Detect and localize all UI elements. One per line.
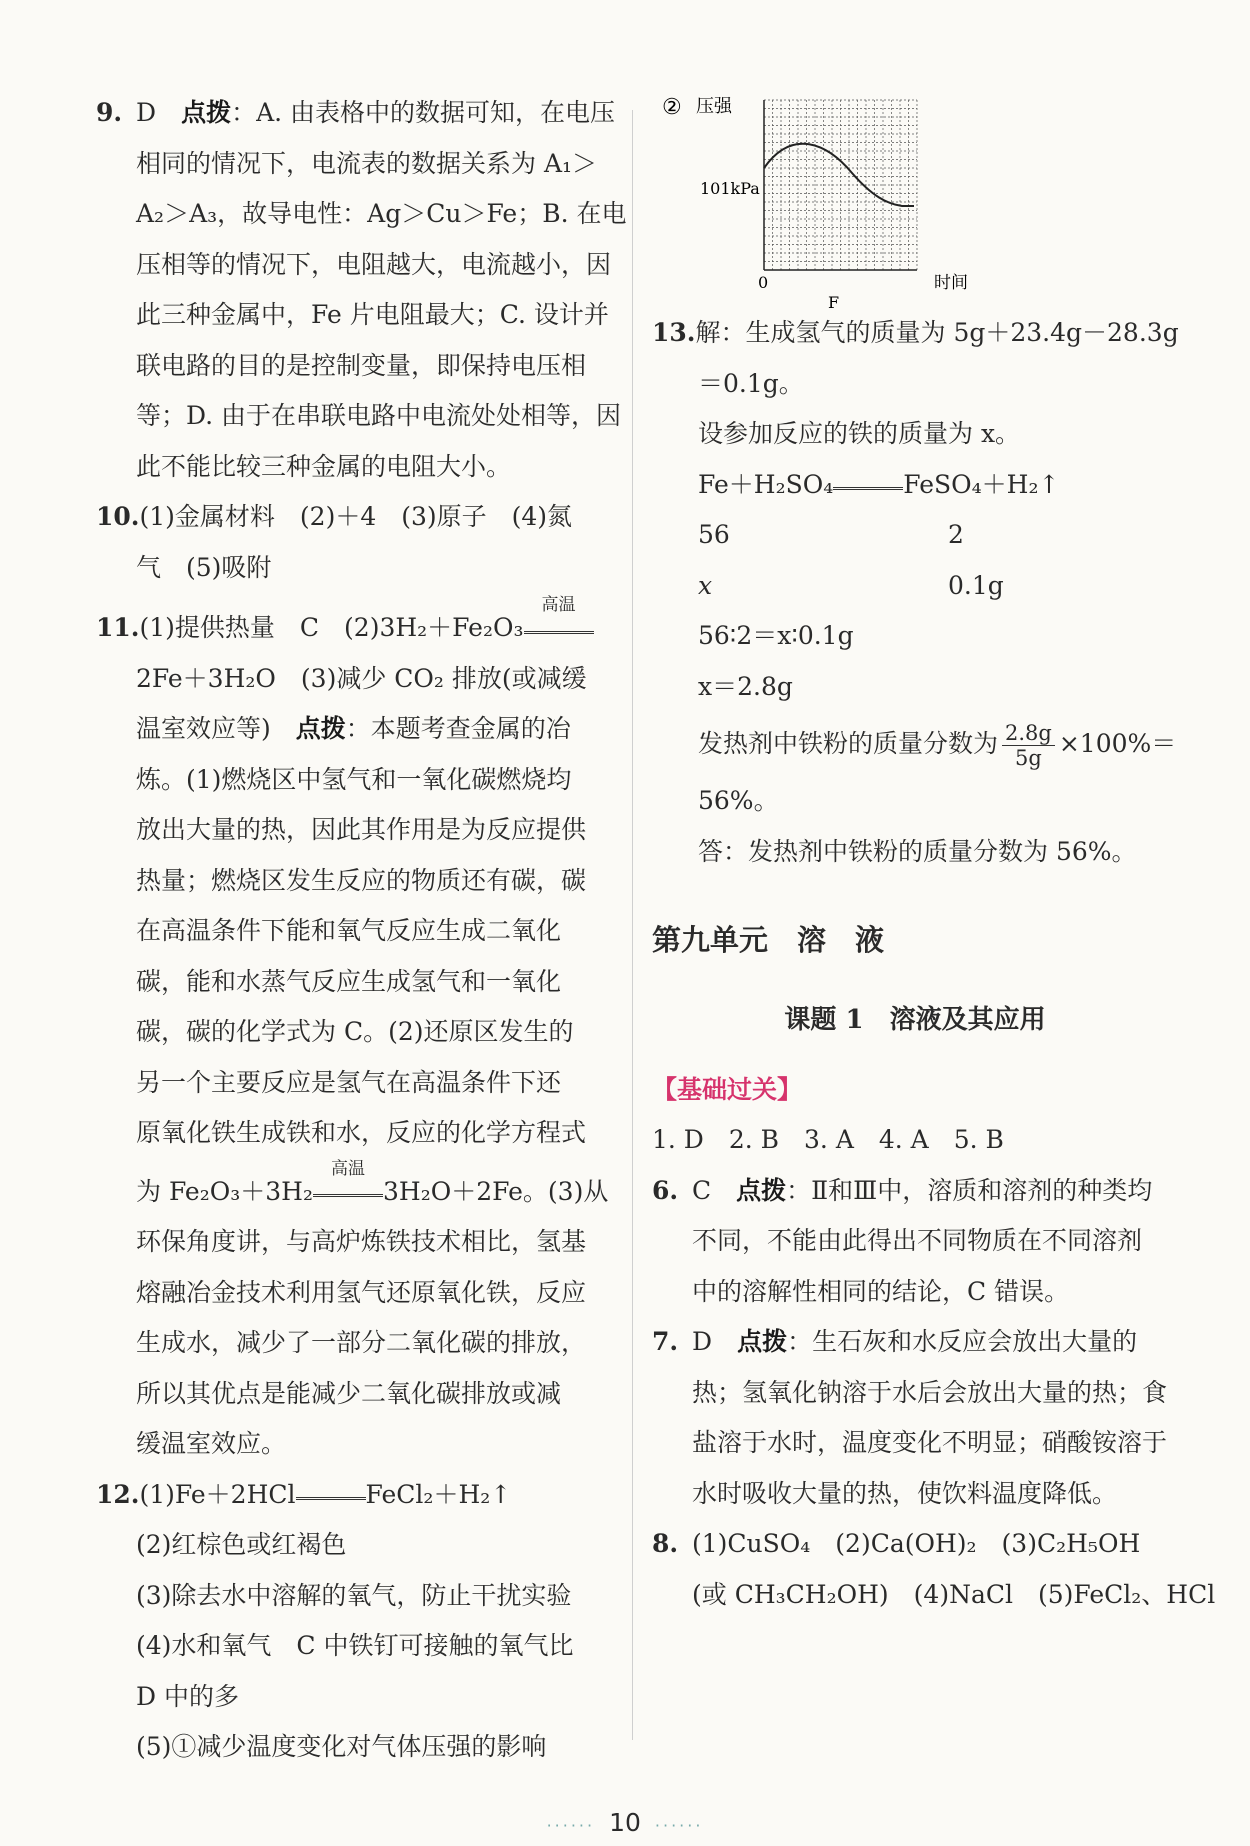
reaction-arrow <box>296 1484 366 1509</box>
q13-fraction-line <box>652 712 1178 776</box>
q7-answer: D <box>692 1327 713 1356</box>
q7-line-0 <box>652 1317 1178 1368</box>
q13-number: 13. <box>652 318 696 347</box>
q10-text: 气 (5)吸附 <box>136 552 272 582</box>
q9-answer: D <box>136 98 157 127</box>
reaction-arrow <box>524 595 594 642</box>
q13-line-0 <box>652 308 1178 359</box>
q12-number: 12. <box>96 1479 140 1509</box>
q11-text: 2Fe＋3H₂O (3)减少 CO₂ 排放(或减缓 <box>136 663 587 693</box>
q6-text: ：Ⅱ和Ⅲ中，溶质和溶剂的种类均 <box>786 1175 1153 1205</box>
q11-text: 炼。(1)燃烧区中氢气和一氧化碳燃烧均 <box>136 764 572 794</box>
q13-text: 56%。 <box>698 786 779 815</box>
q10-line-0 <box>96 492 616 543</box>
q11-text: 在高温条件下能和氧气反应生成二氧化 <box>136 916 562 945</box>
reaction-arrow <box>313 1158 383 1206</box>
q12-text-part: FeCl₂＋H₂↑ <box>365 1479 512 1509</box>
left-column <box>96 88 627 1773</box>
q11-text: 环保角度讲，与高炉炼铁技术相比，氢基 <box>136 1227 587 1256</box>
ratio-value: 56 <box>698 520 730 549</box>
q13-text: 设参加反应的铁的质量为 x。 <box>698 419 1021 448</box>
q11-text: 所以其优点是能减少二氧化碳排放或减 <box>136 1378 562 1408</box>
q11-text-part: 3H₂O＋2Fe。(3)从 <box>383 1176 609 1206</box>
q13-text: 解：生成氢气的质量为 5g＋23.4g－28.3g <box>695 318 1179 347</box>
q9-text: A₂＞A₃，故导电性：Ag＞Cu＞Fe；B. 在电 <box>136 199 627 228</box>
q9-text: ：A. 由表格中的数据可知，在电压 <box>231 98 616 127</box>
q12-text: D 中的多 <box>136 1681 239 1711</box>
q8-text: (1)CuSO₄ (2)Ca(OH)₂ (3)C₂H₅OH <box>692 1529 1141 1558</box>
q11-text <box>96 704 616 755</box>
q6-answer: C <box>692 1175 712 1205</box>
unit-title: 第九单元 溶 液 <box>652 923 885 957</box>
q7-hint-label: 点拨 <box>737 1327 788 1356</box>
page-number: ······ 10 ······ <box>546 1808 704 1837</box>
q13-text-part: Fe＋H₂SO₄ <box>698 469 834 499</box>
q13-text: 56∶2＝x∶0.1g <box>698 621 854 650</box>
graph-xlabel: 时间 <box>934 273 968 293</box>
q12-line-0 <box>96 1470 616 1521</box>
q13-answer: 答：发热剂中铁粉的质量分数为 56%。 <box>698 836 1137 866</box>
q8-number: 8. <box>652 1529 679 1558</box>
right-column <box>652 88 1216 1620</box>
pressure-time-graph <box>652 88 1178 308</box>
q13-text-part: ×100%＝ <box>1058 729 1177 758</box>
q7-text: 盐溶于水时，温度变化不明显；硝酸铵溶于 <box>692 1428 1168 1457</box>
q11-text: (1)提供热量 C (2)3H₂＋Fe₂O₃ <box>139 613 524 642</box>
q11-text: 热量；燃烧区发生反应的物质还有碳，碳 <box>136 865 587 895</box>
q11-hint-label: 点拨 <box>295 714 346 743</box>
q11-equation <box>96 1158 616 1218</box>
fraction-denominator: 5g <box>1015 746 1042 770</box>
q9-line-0 <box>96 88 616 139</box>
answers-1-5: 1. D 2. B 3. A 4. A 5. B <box>652 1125 1004 1154</box>
reaction-condition: 高温 <box>331 1158 365 1179</box>
q7-text: ：生石灰和水反应会放出大量的 <box>787 1327 1138 1356</box>
q11-text-part: ：本题考查金属的冶 <box>345 714 571 743</box>
q7-text: 热；氢氧化钠溶于水后会放出大量的热；食 <box>692 1377 1168 1407</box>
q13-ratio-row <box>652 561 1178 612</box>
pressure-graph <box>652 88 1178 308</box>
q13-text: x＝2.8g <box>698 671 793 701</box>
q9-number: 9. <box>96 98 123 127</box>
q13-text-part: 发热剂中铁粉的质量分数为 <box>698 729 999 758</box>
graph-marker: ② <box>662 95 682 120</box>
ratio-value: 2 <box>948 520 964 549</box>
q10-number: 10. <box>96 502 140 531</box>
q11-text: 原氧化铁生成铁和水，反应的化学方程式 <box>136 1118 587 1147</box>
q11-text: 放出大量的热，因此其作用是为反应提供 <box>136 815 587 844</box>
q6-line-0 <box>652 1166 1178 1217</box>
q13-ratio-row <box>652 510 1178 561</box>
q11-text: 缓温室效应。 <box>136 1429 287 1458</box>
q9-text: 等；D. 由于在串联电路中电流处处相等，因 <box>136 401 622 430</box>
q9-text: 此不能比较三种金属的电阻大小。 <box>136 451 512 481</box>
reaction-arrow <box>833 474 903 499</box>
graph-ytick: 101kPa <box>700 179 760 198</box>
q7-number: 7. <box>652 1327 679 1356</box>
graph-origin: 0 <box>758 273 769 292</box>
q6-hint-label: 点拨 <box>736 1175 787 1205</box>
q8-line-0 <box>652 1519 1178 1570</box>
q12-text: (5)①减少温度变化对气体压强的影响 <box>136 1732 547 1761</box>
q10-text: (1)金属材料 (2)＋4 (3)原子 (4)氮 <box>139 502 573 531</box>
ratio-value: 0.1g <box>948 570 1004 600</box>
q6-text: 中的溶解性相同的结论，C 错误。 <box>692 1276 1070 1306</box>
graph-grid <box>764 100 917 270</box>
q8-text: (或 CH₃CH₂OH) (4)NaCl (5)FeCl₂、HCl <box>692 1579 1216 1609</box>
q13-equation <box>652 460 1178 511</box>
q7-text: 水时吸收大量的热，使饮料温度降低。 <box>692 1478 1118 1508</box>
q11-text: 生成水，减少了一部分二氧化碳的排放， <box>136 1328 587 1357</box>
q11-text: 另一个主要反应是氢气在高温条件下还 <box>136 1067 562 1097</box>
q11-text-part: 温室效应等) <box>136 714 296 743</box>
q6-number: 6. <box>652 1175 679 1205</box>
fraction <box>1002 721 1055 770</box>
q11-text: 碳，碳的化学式为 C。(2)还原区发生的 <box>136 1017 574 1046</box>
q12-text-part: (1)Fe＋2HCl <box>139 1479 296 1509</box>
q9-text: 相同的情况下，电流表的数据关系为 A₁＞ <box>136 148 598 178</box>
q9-text: 联电路的目的是控制变量，即保持电压相 <box>136 350 587 380</box>
q11-text: 碳，能和水蒸气反应生成氢气和一氧化 <box>136 966 562 996</box>
q11-text-part: 为 Fe₂O₃＋3H₂ <box>136 1176 313 1206</box>
q13-text-part: FeSO₄＋H₂↑ <box>903 469 1060 499</box>
q11-number: 11. <box>96 613 140 642</box>
q11-line-0 <box>96 595 616 654</box>
q6-text: 不同，不能由此得出不同物质在不同溶剂 <box>692 1226 1143 1255</box>
graph-ylabel: 压强 <box>696 96 732 117</box>
q9-text: 压相等的情况下，电阻越大，电流越小，因 <box>136 249 612 279</box>
ratio-value: x <box>698 570 713 600</box>
q12-text: (4)水和氧气 C 中铁钉可接触的氧气比 <box>136 1631 574 1660</box>
fraction-numerator: 2.8g <box>1002 721 1055 746</box>
column-divider <box>632 110 633 1740</box>
section-tag: 【基础过关】 <box>652 1075 803 1104</box>
lesson-title: 课题 1 溶液及其应用 <box>784 1005 1046 1035</box>
q9-hint-label: 点拨 <box>181 98 232 127</box>
q9-text: 此三种金属中，Fe 片电阻最大；C. 设计并 <box>136 300 609 329</box>
page-number-value: 10 <box>609 1808 641 1837</box>
q12-text: (3)除去水中溶解的氧气，防止干扰实验 <box>136 1580 572 1610</box>
q12-text: (2)红棕色或红褐色 <box>136 1530 347 1559</box>
q13-text: ＝0.1g。 <box>698 368 804 398</box>
reaction-condition: 高温 <box>541 595 576 615</box>
graph-caption: F <box>828 293 840 308</box>
q11-text: 熔融冶金技术利用氢气还原氧化铁，反应 <box>136 1277 587 1307</box>
